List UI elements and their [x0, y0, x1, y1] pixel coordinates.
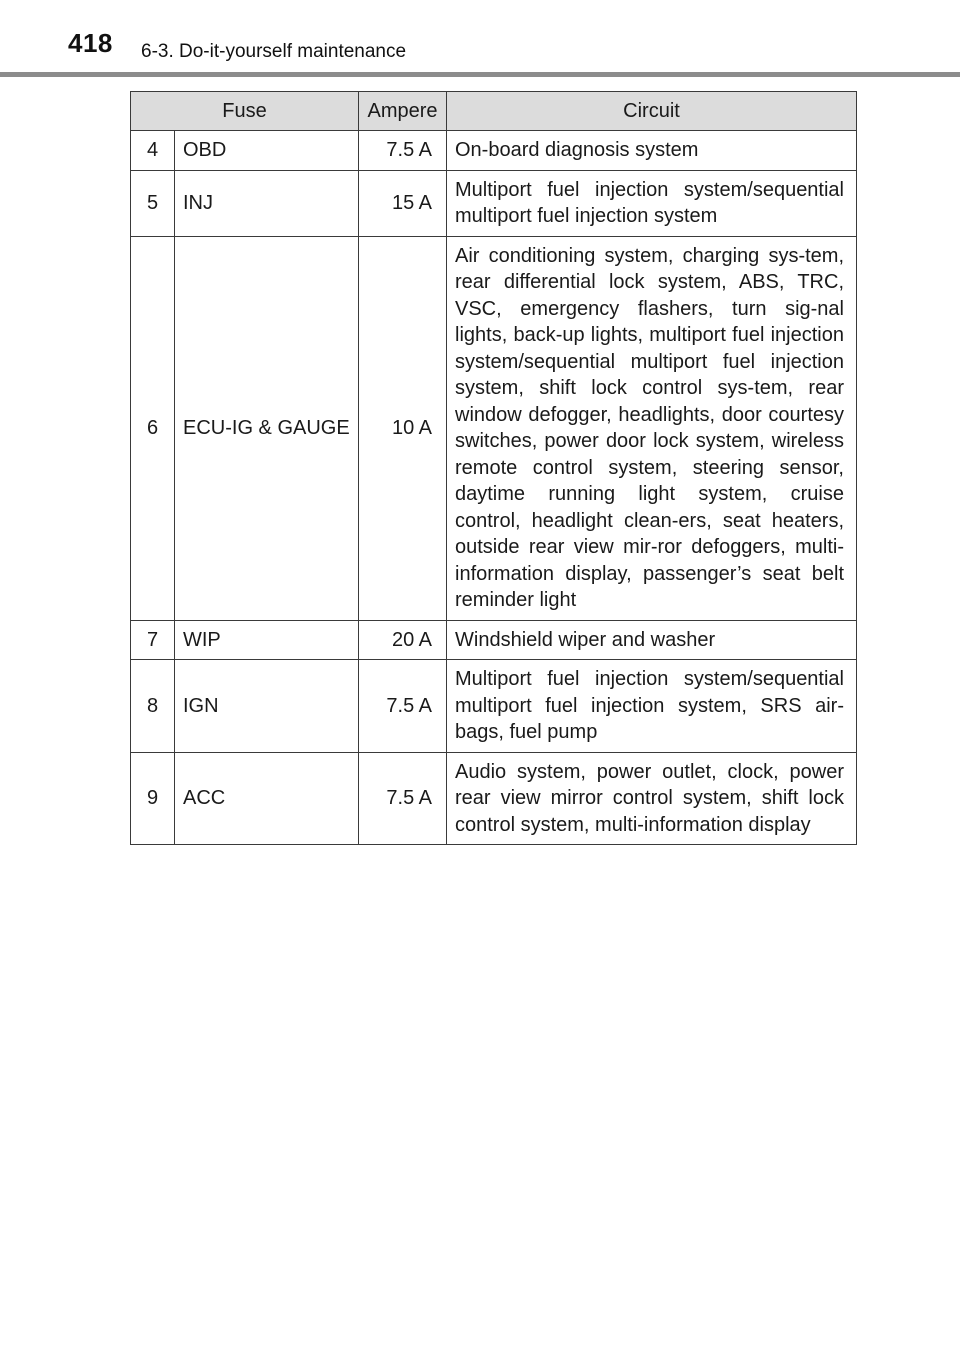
fuse-circuit: Multiport fuel injection system/sequential multiport fuel injection system: [447, 170, 857, 236]
fuse-ampere: 7.5 A: [359, 660, 447, 753]
fuse-name: WIP: [175, 620, 359, 660]
fuse-circuit: Windshield wiper and washer: [447, 620, 857, 660]
table-row: [131, 752, 857, 845]
fuse-number: 6: [131, 236, 175, 620]
page-number: 418: [68, 28, 113, 58]
fuse-name: OBD: [175, 131, 359, 171]
fuse-circuit: Multiport fuel injection system/sequential multiport fuel injection system, SRS air-bags, fuel pump: [447, 660, 857, 753]
fuse-circuit: On-board diagnosis system: [447, 131, 857, 171]
fuse-circuit: Air conditioning system, charging sys-tem, rear differential lock system, ABS, TRC, VSC, emergency flashers, turn sig-nal lights, back-up lights, multiport fuel injection system/sequential multiport fuel injection system, shift lock control sys-tem, rear window defogger, headlights, door courtesy switches, power door lock system, wireless remote control system, steering sensor, daytime running light system, cruise control, headlight clean-ers, seat heaters, outside rear view mir-ror defoggers, multi-information display, passenger’s seat belt reminder light: [447, 236, 857, 620]
fuse-table: [130, 91, 857, 845]
fuse-circuit: Audio system, power outlet, clock, power rear view mirror control system, shift lock control system, multi-information display: [447, 752, 857, 845]
header-divider: [0, 72, 960, 77]
fuse-ampere: 20 A: [359, 620, 447, 660]
page-header: [0, 0, 960, 78]
section-title: 6-3. Do-it-yourself maintenance: [141, 41, 407, 62]
header-ampere: Ampere: [359, 92, 447, 131]
fuse-number: 4: [131, 131, 175, 171]
fuse-ampere: 7.5 A: [359, 131, 447, 171]
table-row: [131, 131, 857, 171]
fuse-ampere: 7.5 A: [359, 752, 447, 845]
header-fuse: Fuse: [131, 92, 359, 131]
fuse-number: 5: [131, 170, 175, 236]
fuse-number: 8: [131, 660, 175, 753]
fuse-name: ECU-IG & GAUGE: [175, 236, 359, 620]
table-header-row: [131, 92, 857, 131]
fuse-name: IGN: [175, 660, 359, 753]
header-circuit: Circuit: [447, 92, 857, 131]
fuse-ampere: 10 A: [359, 236, 447, 620]
table-row: [131, 660, 857, 753]
table-row: [131, 620, 857, 660]
fuse-number: 7: [131, 620, 175, 660]
fuse-ampere: 15 A: [359, 170, 447, 236]
fuse-name: INJ: [175, 170, 359, 236]
table-row: [131, 236, 857, 620]
fuse-number: 9: [131, 752, 175, 845]
fuse-name: ACC: [175, 752, 359, 845]
table-row: [131, 170, 857, 236]
